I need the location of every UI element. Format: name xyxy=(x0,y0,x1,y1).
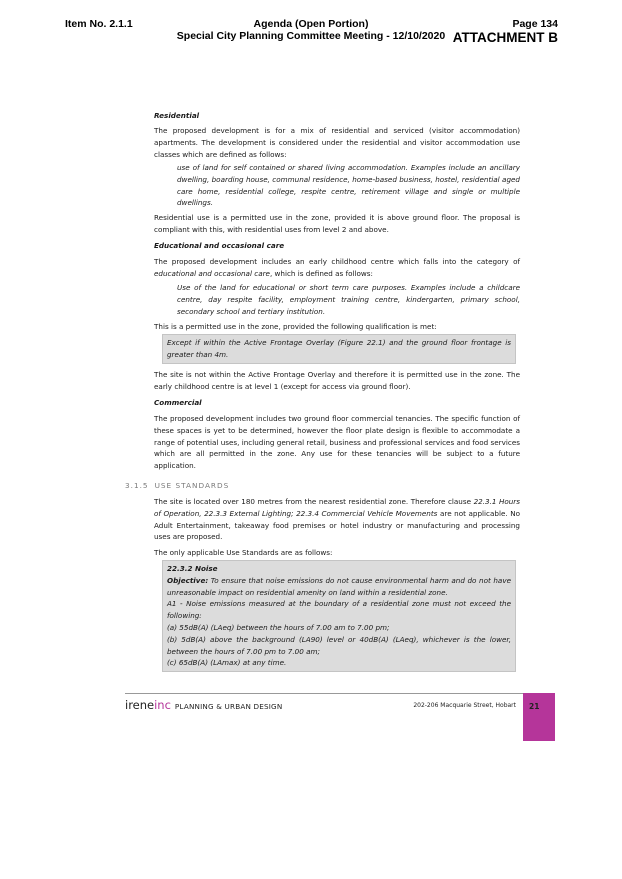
residential-heading: Residential xyxy=(154,111,200,120)
page-number-tab xyxy=(523,693,555,741)
noise-title: 22.3.2 Noise xyxy=(167,564,218,573)
educational-paragraph-3: The site is not within the Active Frontage Overlay and therefore it is permitted use in the zone. The early childhood centre is at level 1 (except for access via ground floor). xyxy=(154,370,520,391)
educational-definition: Use of the land for educational or short term care purposes. Examples include a childcare centre, day respite facility, employment training centre, kindergarten, primary school, secondary school and tertiary institution. xyxy=(177,283,520,316)
item-number: Item No. 2.1.1 xyxy=(65,18,133,30)
noise-objective: Objective: To ensure that noise emissions do not cause environmental harm and do not have unreasonable impact on residential amenity on land within a residential zone. xyxy=(167,575,511,597)
attachment-label: ATTACHMENT B xyxy=(452,30,558,45)
noise-item-a: (a) 55dB(A) (LAeq) between the hours of 7.00 am to 7.00 pm; xyxy=(167,622,390,632)
qualification-text: Except if within the Active Frontage Overlay (Figure 22.1) and the ground floor frontage is greater than 4m. xyxy=(167,338,511,359)
commercial-heading: Commercial xyxy=(154,398,202,407)
footer-divider xyxy=(125,693,523,694)
noise-a1: A1 - Noise emissions measured at the boundary of a residential zone must not exceed the following: xyxy=(167,599,511,621)
agenda-line-1: Agenda (Open Portion) xyxy=(253,18,369,30)
noise-standard-box xyxy=(162,560,516,672)
footer-address: 202-206 Macquarie Street, Hobart xyxy=(413,702,516,709)
page-label: Page 134 xyxy=(512,18,558,30)
commercial-paragraph: The proposed development includes two ground floor commercial tenancies. The specific function of these spaces is yet to be determined, however the floor plate design is flexible to accommodate a range of potential uses, including general retail, business and professional services and food services which are all permitted in the zone. Any use for these tenancies will be subject to a future application. xyxy=(154,414,520,471)
educational-heading: Educational and occasional care xyxy=(154,241,285,250)
residential-paragraph-2: Residential use is a permitted use in the zone, provided it is above ground floor. The proposal is compliant with this, with residential uses from level 2 and above. xyxy=(154,213,520,234)
section-number: 3.1.5 xyxy=(125,481,149,490)
use-standards-paragraph-2: The only applicable Use Standards are as follows: xyxy=(154,548,333,557)
agenda-line-2: Special City Planning Committee Meeting - 12/10/2020 xyxy=(176,30,446,42)
noise-item-c: (c) 65dB(A) (LAmax) at any time. xyxy=(167,658,287,668)
irene-inc-logo: ireneinc PLANNING & URBAN DESIGN xyxy=(125,698,283,712)
residential-definition: use of land for self contained or shared living accommodation. Examples include an ancillary dwelling, boarding house, communal residence, home-based business, hostel, residential aged care home, residential college, respite centre, retirement village and single or multiple dwellings. xyxy=(177,163,520,208)
page-number: 21 xyxy=(529,702,540,711)
educational-paragraph-2: This is a permitted use in the zone, provided the following qualification is met: xyxy=(154,322,437,331)
noise-item-b: (b) 5dB(A) above the background (LA90) level or 40dB(A) (LAeq), whichever is the lower, between the hours of 7.00 pm to 7.00 am; xyxy=(167,634,511,656)
section-heading xyxy=(125,481,229,490)
educational-paragraph-1: The proposed development includes an early childhood centre which falls into the category of educational and occasional care, which is defined as follows: xyxy=(154,257,520,278)
residential-paragraph-1: The proposed development is for a mix of residential and serviced (visitor accommodation) apartments. The development is considered under the residential and visitor accommodation use classes which are defined as follows: xyxy=(154,126,520,159)
section-title: USE STANDARDS xyxy=(154,481,230,490)
qualification-box xyxy=(162,334,516,364)
use-standards-paragraph-1: The site is located over 180 metres from the nearest residential zone. Therefore clause 22.3.1 Hours of Operation, 22.3.3 External Lighting; 22.3.4 Commercial Vehicle Movements are not applicable. No Adult Entertainment, takeaway food premises or hotel industry or manufacturing and processing uses are proposed. xyxy=(154,497,521,542)
firm-name: PLANNING & URBAN DESIGN xyxy=(174,702,283,711)
